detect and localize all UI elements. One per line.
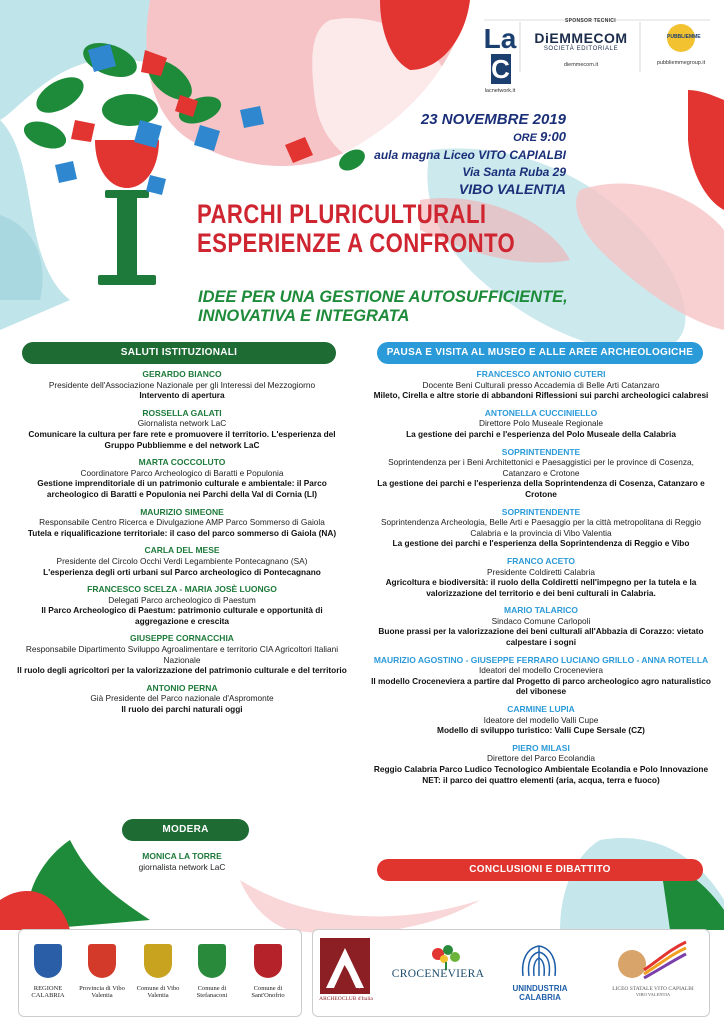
speaker-topic: La gestione dei parchi e l'esperienza della Soprintendenza di Cosenza, Catanzaro e Crotone [377, 478, 705, 499]
speaker-topic: Agricoltura e biodiversità: il ruolo della Coldiretti nell'impegno per la tutela e la valorizzazione del territorio e dei beni culturali in Calabria. [385, 577, 697, 598]
speaker-name: MAURIZIO AGOSTINO - GIUSEPPE FERRARO LUCIANO GRILLO - ANNA ROTELLA [373, 654, 709, 665]
speaker-role: Presidente Coldiretti Calabria [487, 566, 595, 577]
speaker-topic: Il ruolo dei parchi naturali oggi [121, 704, 243, 715]
event-venue [374, 147, 566, 164]
speaker-name: CARMINE LUPIA [507, 704, 575, 715]
left-section-heading: SALUTI ISTITUZIONALI [22, 342, 336, 364]
archeoclub-logo [320, 938, 370, 1004]
event-venue-name: VITO CAPIALBI [478, 148, 566, 162]
institution-label: Comune di Vibo Valentia [136, 985, 180, 999]
speaker-name: FRANCESCO SCELZA - MARIA JOSÈ LUONGO [87, 584, 277, 595]
speaker-topic: Comunicare la cultura per fare rete e promuovere il territorio. L'esperienza del Gruppo Pubbliemme e del network LaC [28, 428, 336, 450]
event-street: Via Santa Ruba 29 [462, 165, 566, 179]
speaker-role: Responsabile Dipartimento Sviluppo Agroalimentare e territorio CIA Agricoltori Italiani Nazionale [25, 644, 339, 665]
institution-emblem-icon [144, 944, 172, 978]
speaker-entry [16, 408, 348, 450]
speaker-name: FRANCESCO ANTONIO CUTERI [476, 369, 606, 379]
diemmecom-mark: DiEMMECOM [534, 30, 628, 46]
speaker-entry [370, 605, 712, 647]
subtitle-line2: INNOVATIVA E INTEGRATA [198, 307, 410, 325]
archeoclub-sub: d'Italia [357, 996, 373, 1002]
speaker-role: Giornalista network LaC [137, 418, 227, 429]
speaker-role: Direttore Polo Museale Regionale [478, 418, 604, 429]
speaker-name: ROSSELLA GALATI [142, 407, 222, 418]
institution-emblem-icon [34, 944, 62, 978]
right-speakers-list [370, 369, 712, 792]
speaker-role: Presidente dell'Associazione Nazionale per gli Interessi del Mezzogiorno [48, 379, 316, 390]
speaker-topic: Reggio Calabria Parco Ludico Tecnologico Ambientale Ecolandia e Polo Innovazione NET: il parco dei quattro elementi (aria, acqua, terra e fuoco) [373, 764, 709, 785]
diemmecom-sub: SOCIETÀ EDITORIALE [543, 46, 619, 52]
moderator-heading: MODERA [122, 819, 249, 841]
closing-heading: CONCLUSIONI E DIBATTITO [377, 859, 703, 881]
liceo-label [604, 986, 702, 997]
speaker-topic: Tutela e riqualificazione territoriale: il caso del parco sommerso di Gaiola (NA) [27, 527, 337, 538]
croceneviera-mark: CROCENEVIERA [391, 968, 485, 980]
speaker-role: Già Presidente del Parco nazionale d'Aspromonte [90, 693, 274, 704]
institution-emblem-icon [254, 944, 282, 978]
right-section-heading: PAUSA E VISITA AL MUSEO E ALLE AREE ARCHEOLOGICHE [377, 342, 703, 364]
speaker-topic: Il Parco Archeologico di Paestum: patrimonio culturale e opportunità di aggregazione e crescita [41, 605, 323, 626]
institution-label: Provincia di Vibo Valentia [79, 985, 125, 999]
event-city: VIBO VALENTIA [458, 181, 566, 197]
moderator-block [16, 851, 348, 872]
left-speakers-list [16, 369, 348, 722]
subtitle [198, 288, 568, 326]
lac-url: lacnetwork.it [484, 88, 516, 94]
speaker-entry [370, 408, 712, 440]
speaker-entry [16, 507, 348, 539]
moderator-role: giornalista network LaC [138, 861, 226, 872]
speaker-role: Ideatore del modello Valli Cupe [483, 714, 599, 725]
speaker-topic: Il modello Croceneviera a partire dal Progetto di parco archeologico agro naturalistico del vibonese [371, 675, 711, 697]
speaker-role: Delegati Parco archeologico di Paestum [108, 594, 256, 605]
speaker-role: Sindaco Comune Carlopoli [491, 615, 591, 626]
speaker-role: Direttore del Parco Ecolandia [487, 753, 595, 764]
speaker-entry [370, 743, 712, 785]
event-info [374, 111, 566, 198]
institution-label: REGIONE CALABRIA [31, 985, 65, 999]
pubbliemme-mark: PUBBLIEMME [667, 34, 701, 40]
lac-logo [480, 23, 520, 94]
speaker-name: CARLA DEL MESE [144, 545, 220, 556]
speaker-entry [16, 683, 348, 715]
speaker-entry [370, 447, 712, 500]
speaker-name: MAURIZIO SIMEONE [140, 506, 224, 517]
speaker-entry [16, 584, 348, 626]
speaker-entry [16, 457, 348, 499]
unindustria-icon [517, 942, 561, 978]
speaker-name: SOPRINTENDENTE [501, 506, 581, 517]
liceo-logo-icon [614, 940, 688, 982]
speaker-name: GERARDO BIANCO [142, 369, 222, 379]
speaker-role: Presidente del Circolo Occhi Verdi Legambiente Pontecagnano (SA) [56, 555, 308, 566]
main-title [197, 200, 515, 258]
speaker-topic: Intervento di apertura [139, 390, 225, 401]
speaker-name: ANTONELLA CUCCINIELLO [484, 407, 598, 418]
speaker-entry [370, 556, 712, 598]
speaker-entry [370, 704, 712, 736]
speaker-topic: L'esperienza degli orti urbani sul Parco archeologico di Pontecagnano [43, 566, 321, 577]
main-title-line2: ESPERIENZE A CONFRONTO [197, 228, 516, 258]
sponsor-label: SPONSOR TECNICI [565, 18, 616, 24]
institution-emblem-icon [88, 944, 116, 978]
speaker-topic: Gestione imprenditoriale di un patrimonio culturale e ambientale: il Parco archeologico di Baratti e Populonia nei Parchi della Val di Cornia (LI) [37, 478, 327, 499]
speaker-name: PIERO MILASI [512, 742, 570, 753]
liceo-sub: VIBO VALENTIA [635, 992, 671, 997]
institution-label: Comune di Stefanaconi [196, 985, 228, 999]
moderator-name: MONICA LA TORRE [142, 851, 222, 861]
speaker-entry [16, 369, 348, 401]
event-date: 23 NOVEMBRE 2019 [420, 111, 566, 128]
archeoclub-label [318, 996, 374, 1002]
event-venue-prefix: aula magna Liceo [374, 148, 479, 162]
event-time-value: 9:00 [539, 129, 566, 144]
lac-mark-c: C [491, 54, 510, 84]
speaker-entry [370, 369, 712, 401]
speaker-role: Soprintendenza Archeologia, Belle Arti e Paesaggio per la città metropolitana di Reggio Calabria e la provincia di Vibo Valentia [380, 517, 702, 538]
speaker-role: Responsabile Centro Ricerca e Divulgazione AMP Parco Sommerso di Gaiola [39, 517, 325, 528]
speaker-entry [16, 545, 348, 577]
diemmecom-logo [528, 24, 634, 74]
croceneviera-flower-icon [428, 944, 464, 970]
speaker-topic: La gestione dei parchi e l'esperienza del Polo Museale della Calabria [406, 428, 676, 439]
pubbliemme-url: pubbliemmegroup.it [656, 60, 706, 66]
speaker-topic: Mileto, Cirella e altre storie di abbandoni Riflessioni sui parchi archeologici calabresi [373, 390, 709, 401]
speaker-topic: Il ruolo degli agricoltori per la valorizzazione del patrimonio culturale e del territorio [17, 665, 347, 676]
institution-emblem-icon [198, 944, 226, 978]
archeoclub-mark: ARCHEOCLUB [319, 996, 357, 1002]
speaker-topic: Modello di sviluppo turistico: Valli Cupe Sersale (CZ) [437, 725, 645, 736]
speaker-name: MARIO TALARICO [504, 605, 578, 616]
speaker-topic: La gestione dei parchi e l'esperienza della Soprintendenza di Reggio e Vibo [392, 538, 690, 549]
speaker-name: SOPRINTENDENTE [501, 446, 581, 457]
speaker-role: Soprintendenza per i Beni Architettonici e Paesaggistici per le province di Cosenza, Catanzaro e Crotone [388, 457, 694, 478]
liceo-mark: LICEO STATALE VITO CAPIALBI [612, 986, 694, 992]
speaker-role: Ideatori del modello Croceneviera [478, 665, 604, 676]
speaker-name: FRANCO ACETO [507, 555, 575, 566]
lac-mark-text: La [483, 23, 517, 54]
speaker-entry [370, 507, 712, 549]
speaker-role: Docente Beni Culturali presso Accademia di Belle Arti Catanzaro [422, 379, 660, 390]
speaker-entry [370, 655, 712, 697]
event-time-label: ORE [513, 132, 540, 144]
speaker-name: MARTA COCCOLUTO [138, 457, 226, 468]
pubbliemme-circle-icon [667, 24, 701, 52]
diemmecom-url: diemmecom.it [563, 62, 599, 68]
subtitle-line1: IDEE PER UNA GESTIONE AUTOSUFFICIENTE, [198, 288, 568, 306]
speaker-entry [16, 633, 348, 675]
unindustria-mark: UNINDUSTRIA CALABRIA [512, 984, 568, 1002]
speaker-role: Coordinatore Parco Archeologico di Baratti e Populonia [80, 467, 284, 478]
speaker-name: ANTONIO PERNA [146, 682, 218, 693]
speaker-topic: Buone prassi per la valorizzazione dei beni culturali all'Abbazia di Corazzo: vietato calpestare i sogni [378, 626, 704, 648]
institution-label: Comune di Sant'Onofrio [251, 985, 285, 999]
speaker-name: GIUSEPPE CORNACCHIA [130, 633, 234, 644]
main-title-line1: PARCHI PLURICULTURALI [197, 199, 487, 229]
pubbliemme-logo [648, 24, 714, 74]
event-time [374, 128, 566, 147]
